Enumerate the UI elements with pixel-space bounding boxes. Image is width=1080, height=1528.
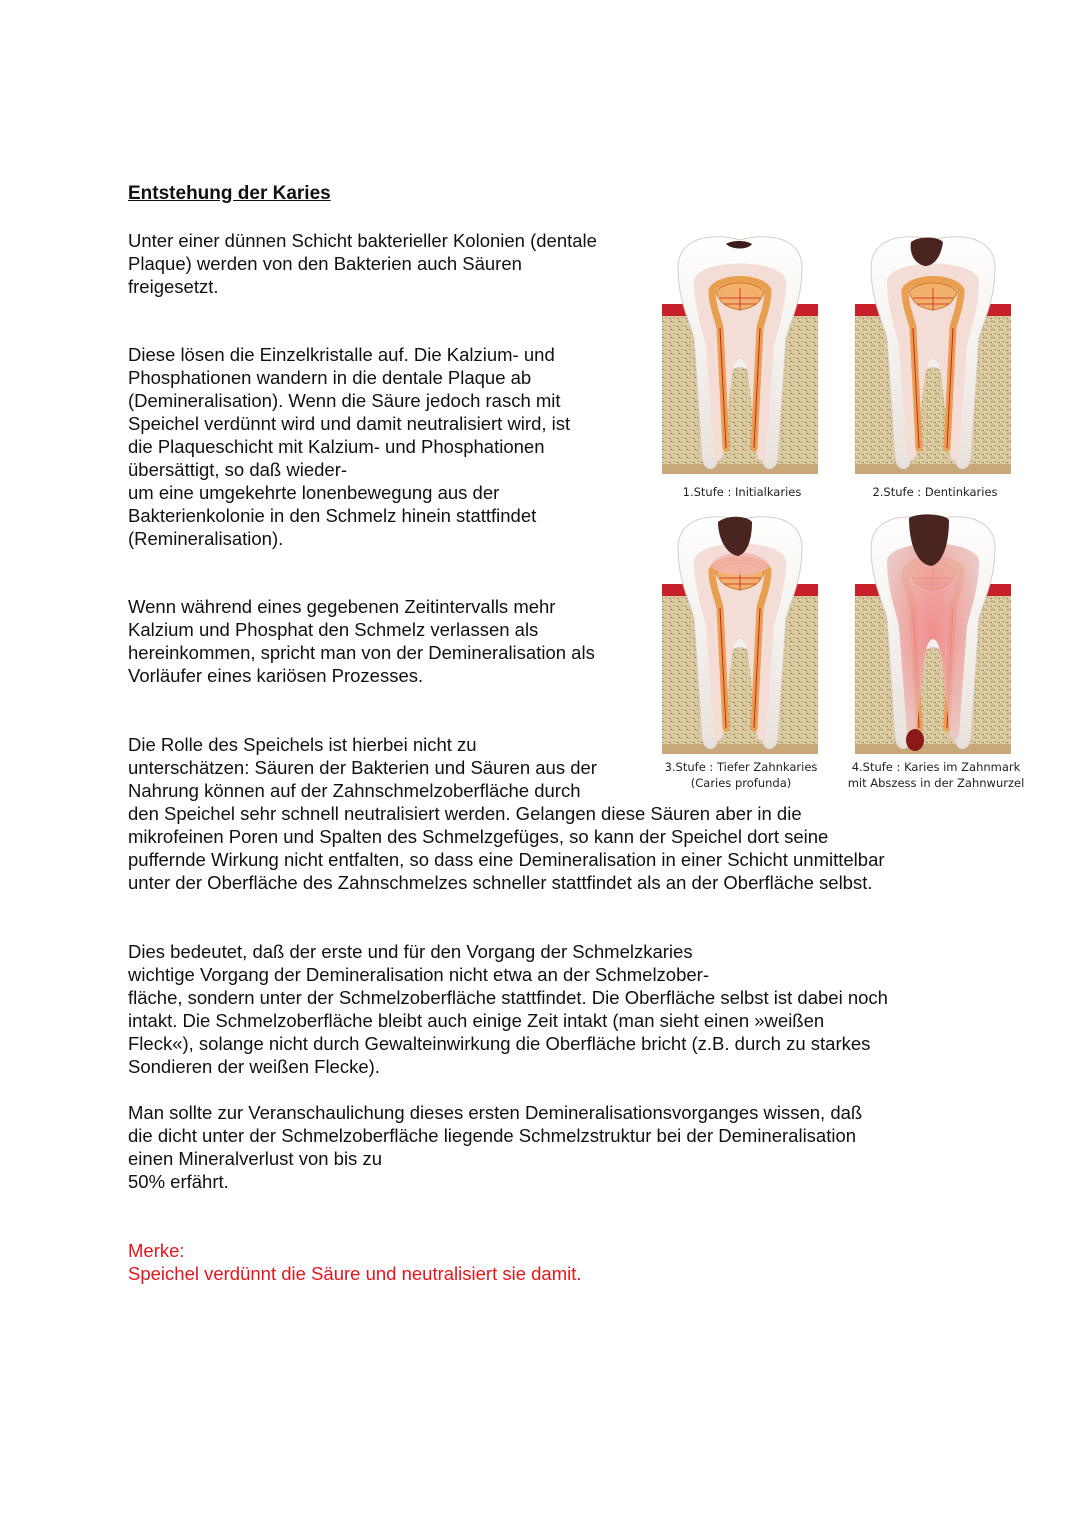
paragraph-mineralverlust: Man sollte zur Veranschaulichung dieses ersten Demineralisationsvorganges wissen, daß die dicht unter der Schmelzoberfläche liegende Schmelzstruktur bei der Demineralisation einen Mineralverlust von bis zu 50% erfährt. [128, 1102, 863, 1192]
paragraph-demineralisation: Diese lösen die Einzelkristalle auf. Die Kalzium- und Phosphationen wandern in die dentale Plaque ab (Demineralisation). Wenn die Säure jedoch rasch mit Speichel verdünnt wird und damit neutralisiert wird, ist die Plaqueschicht mit Kalzium- und Phosphationen übersättigt, so daß wieder- um eine umgekehrte lonenbewegung aus der Bakterienkolonie in den Schmelz hinein stattfindet (Remineralisation). [128, 344, 571, 549]
caption-stage-2: 2.Stufe : Dentinkaries [872, 485, 998, 499]
paragraph-schmelzkaries: Dies bedeutet, daß der erste und für den Vorgang der Schmelzkaries wichtige Vorgang der Demineralisation nicht etwa an der Schmelzober- fläche, sondern unter der Schmelzoberfläche stattfindet. Die Oberfläche selbst ist dabei noch intakt. Die Schmelzoberfläche bleibt auch einige Zeit intakt (man sieht einen »weißen Fleck«), solange nicht durch Gewalteinwirkung die Oberfläche bricht (z.B. durch zu starkes Sondieren der weißen Flecke). [128, 941, 888, 1077]
caption-stage-3: 3.Stufe : Tiefer Zahnkaries (Caries profunda) [664, 760, 818, 790]
tooth-stage-2 [855, 237, 1011, 474]
merke-note: Merke: Speichel verdünnt die Säure und neutralisiert sie damit. [128, 1240, 582, 1284]
caption-stage-1: 1.Stufe : Initialkaries [682, 485, 802, 499]
tooth-stage-3 [662, 517, 818, 754]
paragraph-speichel: Die Rolle des Speichels ist hierbei nicht zu unterschätzen: Säuren der Bakterien und Säuren aus der Nahrung können auf der Zahnschmelzoberfläche durch den Speichel sehr schnell neutralisiert werden. Gelangen diese Säuren aber in die mikrofeinen Poren und Spalten des Schmelzgefüges, so kann der Speichel dort seine puffernde Wirkung nicht entfalten, so dass eine Demineralisation in einer Schicht unmittelbar unter der Oberfläche des Zahnschmelzes schneller stattfindet als an der Oberfläche selbst. [128, 734, 885, 893]
tooth-stage-4 [855, 514, 1011, 754]
caption-stage-4: 4.Stufe : Karies im Zahnmark mit Abszess in der Zahnwurzel [847, 760, 1025, 790]
page-title: Entstehung der Karies [128, 183, 331, 204]
paragraph-zeitintervall: Wenn während eines gegebenen Zeitintervalls mehr Kalzium und Phosphat den Schmelz verlassen als hereinkommen, spricht man von der Demineralisation als Vorläufer eines kariösen Prozesses. [128, 596, 595, 686]
paragraph-plaque: Unter einer dünnen Schicht bakterieller Kolonien (dentale Plaque) werden von den Bakterien auch Säuren freigesetzt. [128, 230, 597, 297]
tooth-stage-1 [662, 237, 818, 474]
